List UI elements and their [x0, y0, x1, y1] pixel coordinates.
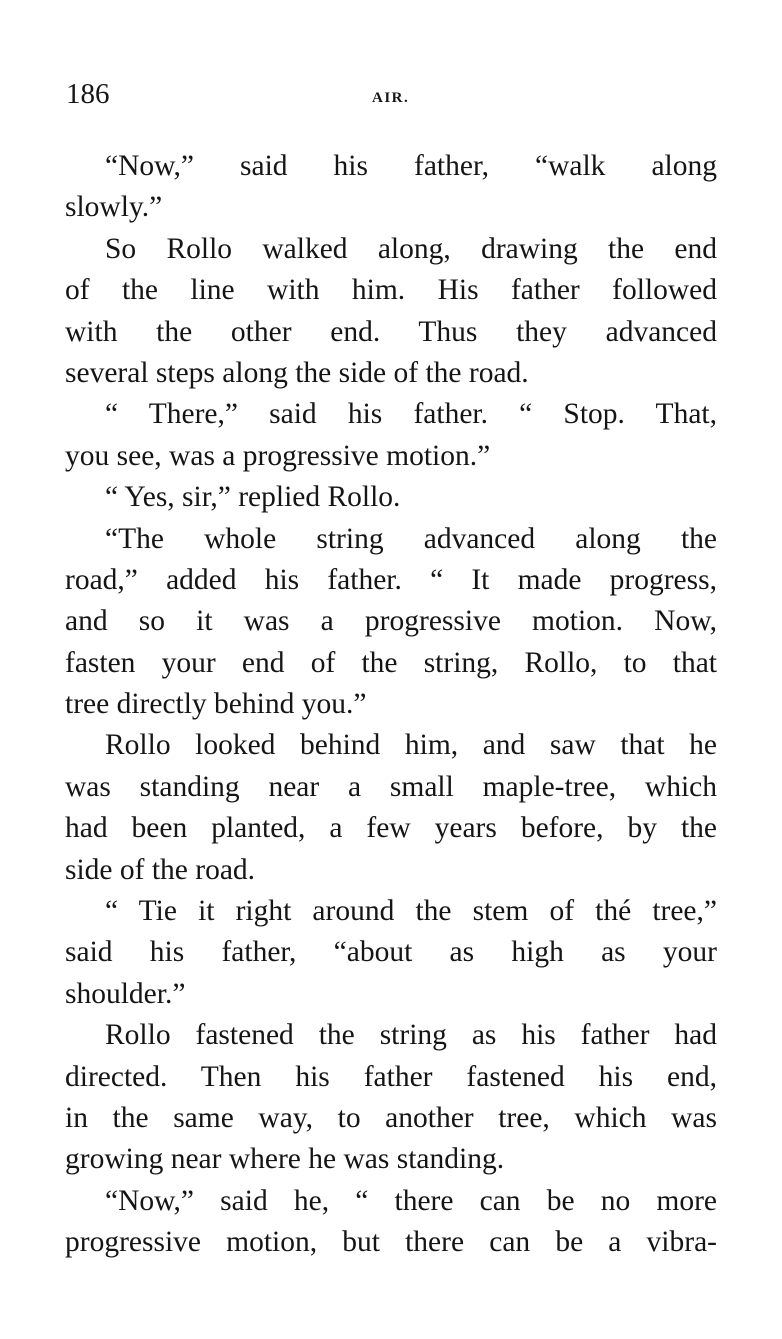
text-line: So Rollo walked along, drawing the end — [105, 232, 717, 265]
text-line: said his father, “about as high as your — [65, 936, 717, 969]
text-line: and so it was a progressive motion. Now, — [65, 605, 717, 638]
page-number: 186 — [66, 78, 110, 110]
body-text — [65, 146, 717, 1264]
text-line: directed. Then his father fastened his end, — [65, 1060, 717, 1093]
text-line: “The whole string advanced along the — [105, 522, 717, 555]
text-line: slowly.” — [65, 191, 163, 224]
text-line: fasten your end of the string, Rollo, to that — [65, 646, 717, 679]
text-line: Rollo looked behind him, and saw that he — [105, 729, 717, 762]
text-line: growing near where he was standing. — [65, 1143, 505, 1176]
text-line: side of the road. — [65, 853, 256, 886]
text-line: in the same way, to another tree, which was — [65, 1101, 717, 1134]
running-head: AIR. — [372, 90, 410, 106]
text-line: tree directly behind you.” — [65, 688, 367, 721]
text-line: had been planted, a few years before, by the — [65, 812, 717, 845]
text-line: was standing near a small maple-tree, which — [65, 770, 717, 803]
text-line: progressive motion, but there can be a vibra- — [65, 1226, 717, 1259]
text-line: of the line with him. His father followed — [65, 274, 717, 307]
text-line: several steps along the side of the road. — [65, 356, 529, 389]
text-line: with the other end. Thus they advanced — [65, 315, 717, 348]
text-line: “Now,” said his father, “walk along — [105, 150, 717, 182]
text-line: “ Yes, sir,” replied Rollo. — [105, 481, 401, 514]
text-line: Rollo fastened the string as his father had — [105, 1019, 717, 1052]
text-line: road,” added his father. “ It made progress, — [65, 563, 717, 596]
text-line: you see, was a progressive motion.” — [65, 439, 491, 472]
text-line: “ There,” said his father. “ Stop. That, — [105, 398, 717, 431]
page-header — [66, 74, 716, 114]
text-line: shoulder.” — [65, 977, 186, 1010]
text-line: “ Tie it right around the stem of thé tree,” — [105, 895, 717, 928]
text-line: “Now,” said he, “ there can be no more — [105, 1184, 717, 1217]
